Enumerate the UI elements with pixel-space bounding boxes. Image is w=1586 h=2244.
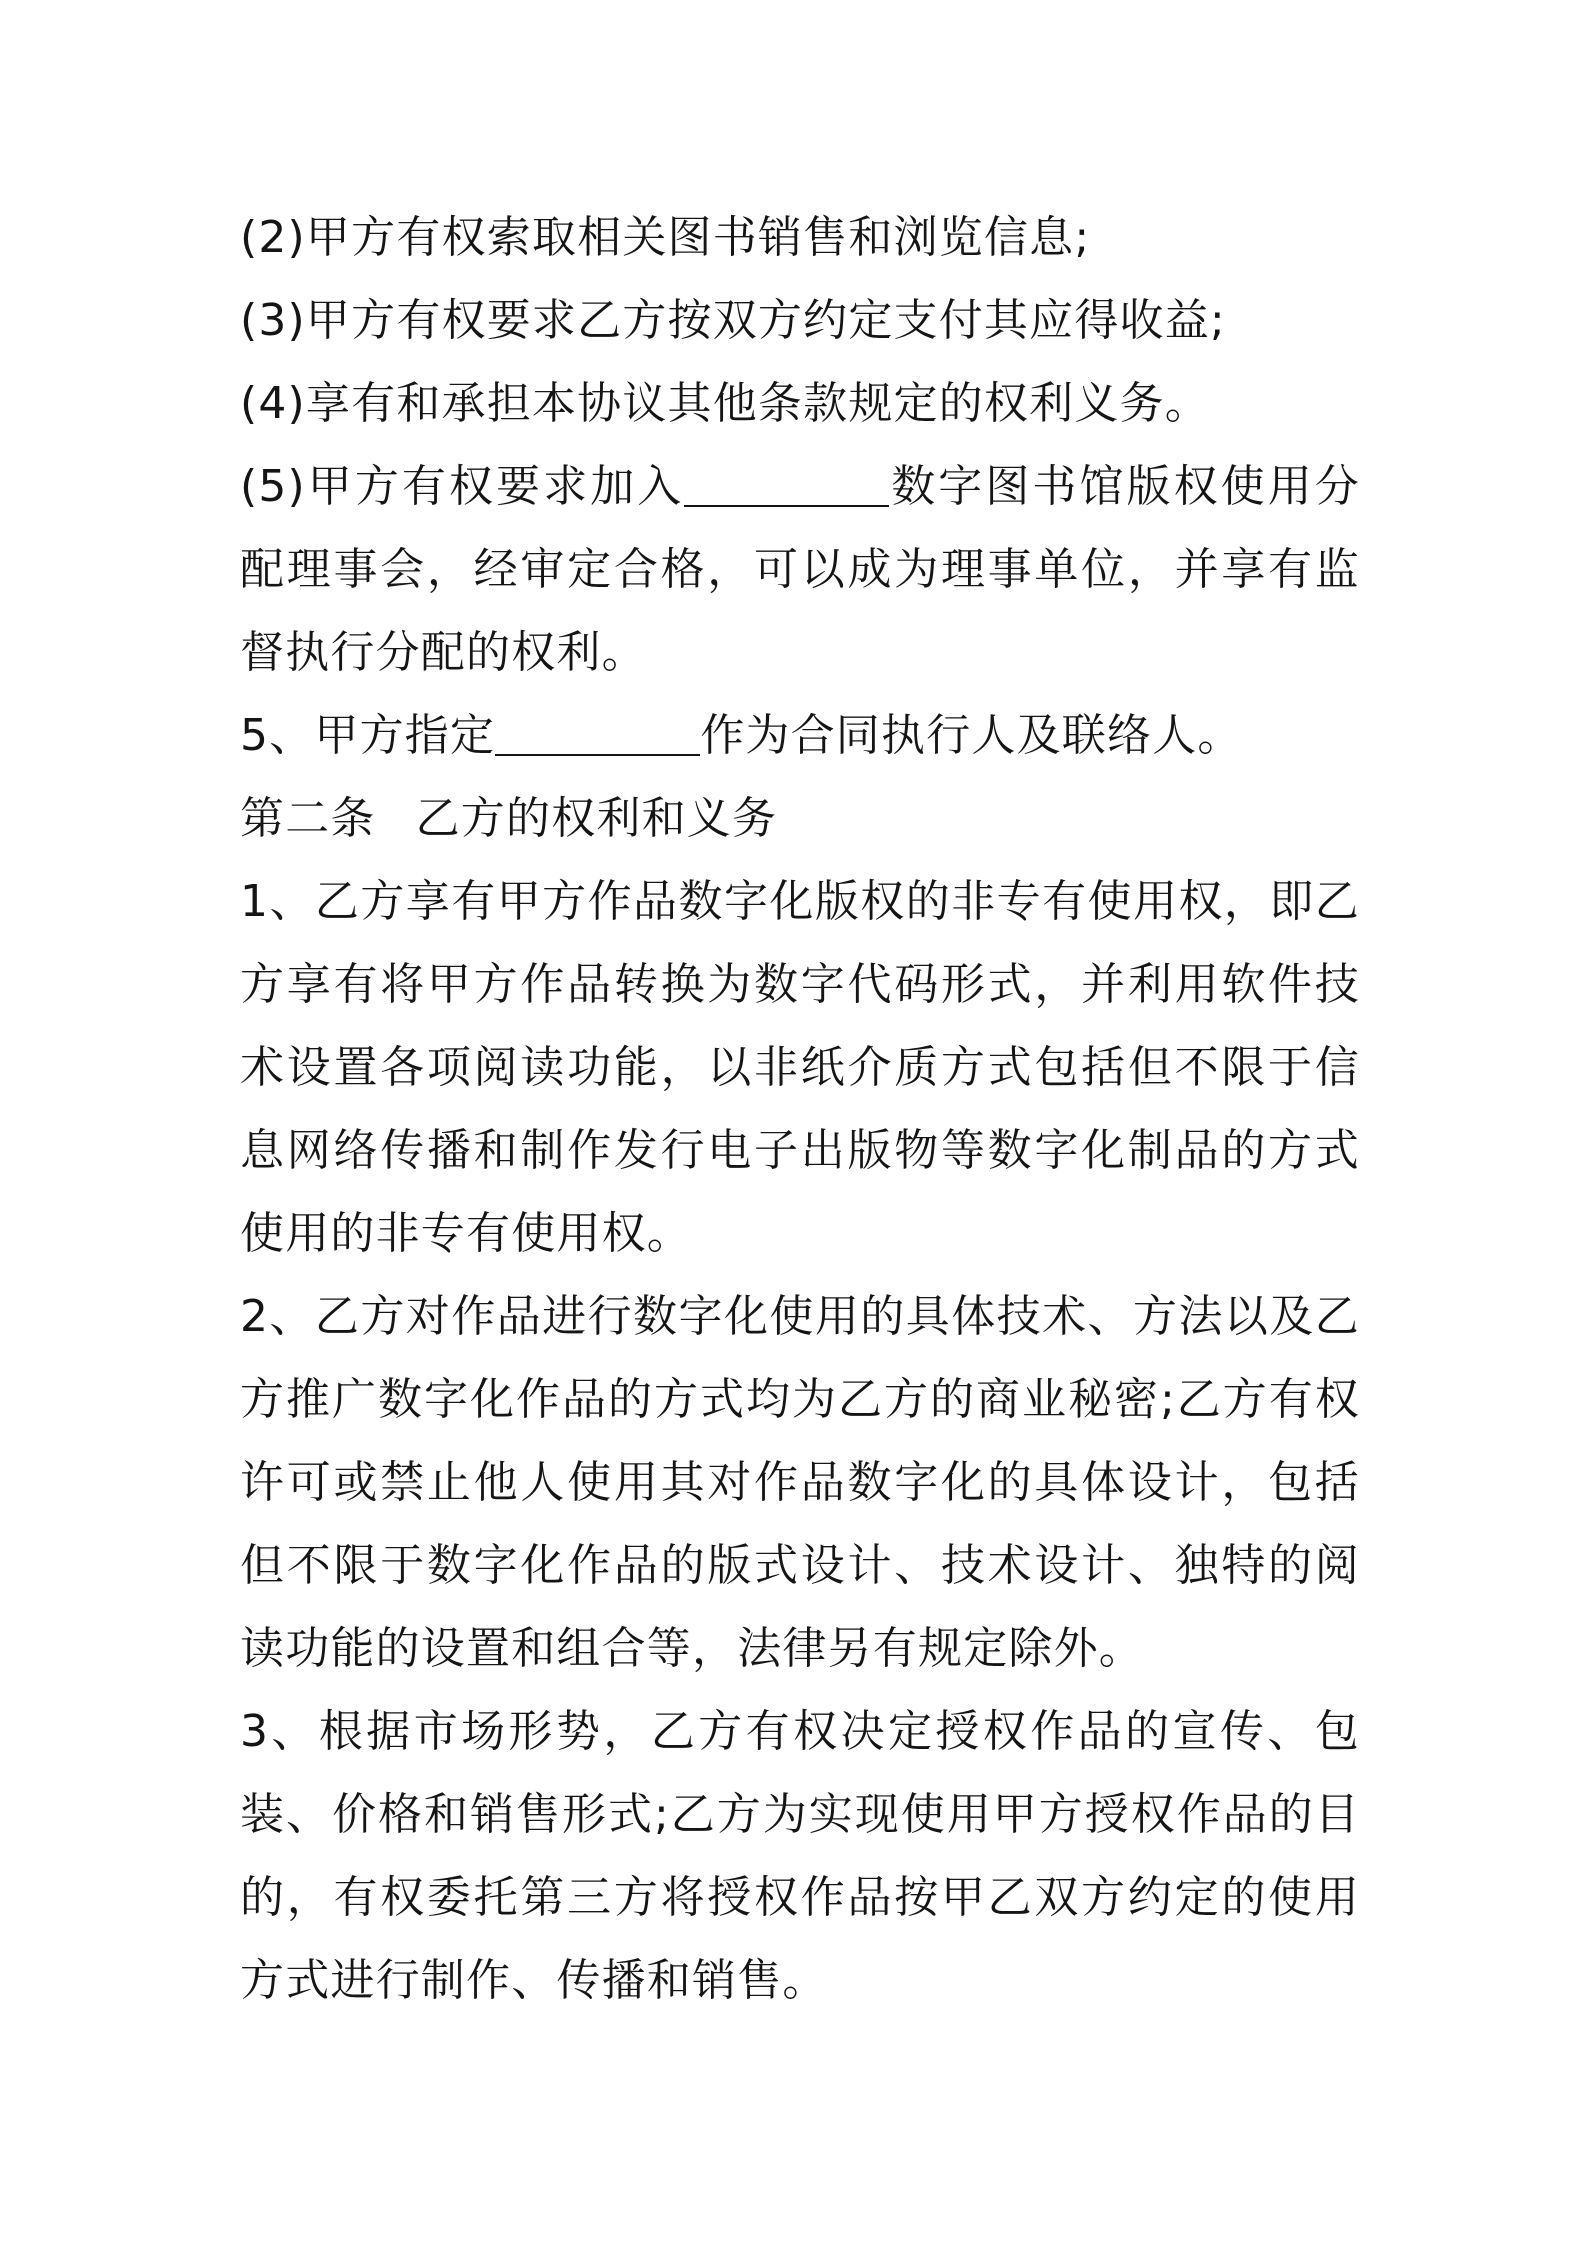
fill-in-blank-contact [495,706,700,756]
clause-5-text-before: 5、甲方指定 [240,710,496,761]
clause-a-5-text-after: 数字图书馆版权使用分配理事会，经审定合格，可以成为理事单位，并享有监督执行分配的权利。 [240,461,1360,678]
clause-5-text-after: 作为合同执行人及联络人。 [700,710,1243,761]
document-body [240,196,1360,2022]
clause-a-4-text: (4)享有和承担本协议其他条款规定的权利义务。 [240,378,1210,429]
article-2-number: 第二条 [240,793,376,844]
clause-a-2-text: (2)甲方有权索取相关图书销售和浏览信息; [240,212,1091,263]
article-2-heading [240,777,1360,860]
clause-a-3 [240,279,1360,362]
clause-b-2-text: 2、乙方对作品进行数字化使用的具体技术、方法以及乙方推广数字化作品的方式均为乙方的商业秘密;乙方有权许可或禁止他人使用其对作品数字化的具体设计，包括但不限于数字化作品的版式设计、技术设计、独特的阅读功能的设置和组合等，法律另有规定除外。 [240,1291,1360,1674]
clause-a-2 [240,196,1360,279]
clause-a-3-text: (3)甲方有权要求乙方按双方约定支付其应得收益; [240,295,1226,346]
clause-5 [240,694,1360,777]
clause-b-2 [240,1275,1360,1690]
clause-a-5 [240,445,1360,694]
clause-a-4 [240,362,1360,445]
clause-b-1 [240,860,1360,1275]
clause-a-5-text-before: (5)甲方有权要求加入 [240,461,685,512]
clause-b-3 [240,1690,1360,2022]
clause-b-1-text: 1、乙方享有甲方作品数字化版权的非专有使用权，即乙方享有将甲方作品转换为数字代码形式，并利用软件技术设置各项阅读功能，以非纸介质方式包括但不限于信息网络传播和制作发行电子出版物等数字化制品的方式使用的非专有使用权。 [240,876,1360,1259]
article-2-title: 乙方的权利和义务 [415,793,778,844]
fill-in-blank-library [684,457,889,507]
clause-b-3-text: 3、根据市场形势，乙方有权决定授权作品的宣传、包装、价格和销售形式;乙方为实现使用甲方授权作品的目的，有权委托第三方将授权作品按甲乙双方约定的使用方式进行制作、传播和销售。 [240,1706,1360,2006]
